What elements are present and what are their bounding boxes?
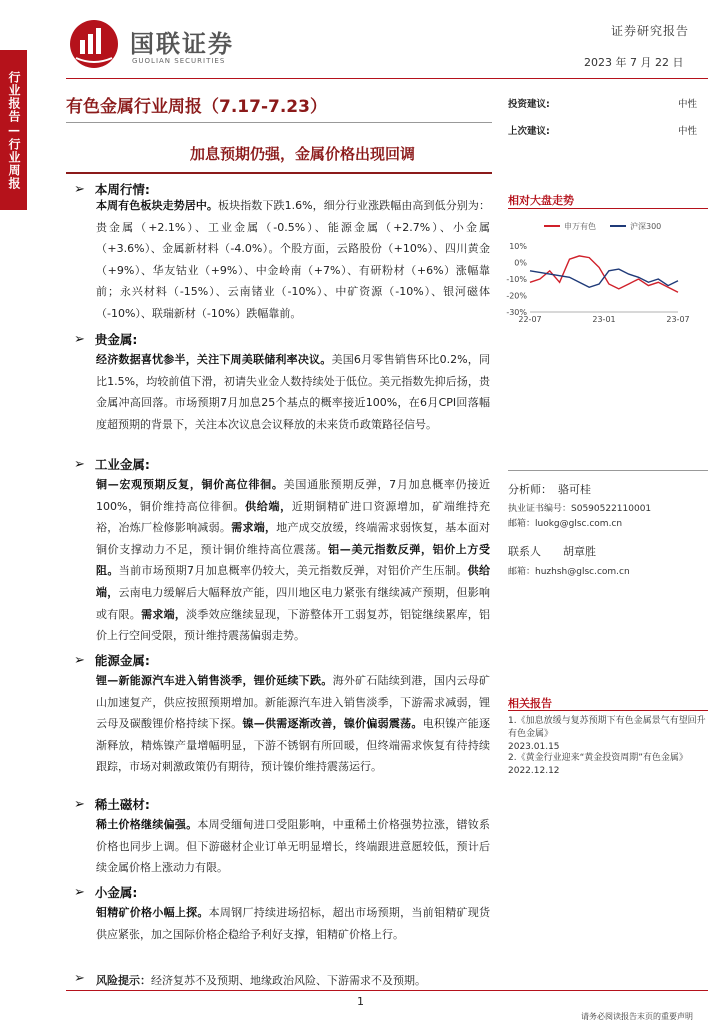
current-rating-value: 中性: [678, 99, 698, 110]
report-category-banner: 行业报告—行业周报: [0, 50, 27, 210]
related-report-1-date: 2023.01.15: [508, 742, 560, 752]
report-subtitle: 加息预期仍强，金属价格出现回调: [190, 145, 416, 163]
section-heading-2: [74, 455, 150, 473]
risk-arrow-icon: ➢: [74, 971, 85, 986]
contact-email[interactable]: 邮箱：huzhsh@glsc.com.cn: [508, 567, 630, 577]
related-report-1-text: 1.《加息放缓与复苏预期下有色金属景气有望回升有色金属》: [508, 716, 706, 739]
section-heading-1: [74, 330, 137, 348]
section-heading-text: 贵金属:: [94, 332, 138, 347]
related-report-2[interactable]: [508, 752, 708, 778]
section-heading-text: 能源金属:: [94, 653, 150, 668]
report-type-label: 证券研究报告: [611, 24, 690, 38]
page-number: 1: [357, 995, 364, 1008]
section-heading-5: [74, 883, 137, 901]
section-arrow-icon: ➢: [74, 652, 85, 668]
section-arrow-icon: ➢: [74, 181, 85, 197]
section-arrow-icon: ➢: [74, 796, 85, 812]
section-paragraph-2: 铜—宏观预期反复，铜价高位徘徊。美国通胀预期反弹，7月加息概率仍接近100%，铜价维持高位徘徊。供给端，近期铜精矿进口资源增加，矿端维持充裕，冶炼厂检修影响减弱。需求端，地产成交放缓，终端需求弱恢复，基本面对铜价支撑动力不足，预计铜价维持高位震荡。铝—美元指数反弹，铝价上方受阻。当前市场预期7月加息概率仍较大，美元指数反弹，对铝价产生压制。供给端，云南电力缓解后大幅释放产能，四川地区电力紧张有继续减产预期，但影响或有限。需求端，淡季效应继续显现，下游整体开工弱复苏，铝锭继续累库，铝价上行空间受限，预计维持震荡偏弱走势。: [96, 478, 491, 643]
analyst-name: 骆可桂: [558, 483, 591, 496]
analyst-line: [508, 481, 591, 497]
header-divider: [66, 78, 708, 79]
x-tick-label: 22-07: [518, 315, 542, 322]
y-tick-label: -30%: [506, 308, 527, 317]
risk-text: 经济复苏不及预期、地缘政治风险、下游需求不及预期。: [151, 974, 426, 987]
section-paragraph-0: 本周有色板块走势居中。板块指数下跌1.6%，细分行业涨跌幅由高到低分别为：贵金属（+2.1%）、工业金属（-0.5%）、能源金属（+2.7%）、小金属（+3.6%）、金属新材料（-4.0%）。个股方面，云路股份（+10%）、四川黄金（+9%）、华友钴业（+9%）、中金岭南（+7%）、有研粉材（+6%）涨幅靠前；永兴材料（-15%）、云南锗业（-10%）、中矿资源（-10%）、银河磁体（-10%）、联瑞新材（-10%）跌幅靠前。: [96, 199, 490, 320]
logo-english-name: GUOLIAN SECURITIES: [132, 57, 226, 65]
section-heading-text: 稀土磁材:: [94, 797, 150, 812]
logo-chinese-name: 国联证券: [130, 29, 234, 58]
analyst-email[interactable]: 邮箱：luokg@glsc.com.cn: [508, 519, 623, 529]
chart-title-divider: [508, 208, 708, 209]
disclaimer-note: 请务必阅读报告末页的重要声明: [581, 1012, 693, 1021]
section-arrow-icon: ➢: [74, 331, 85, 347]
previous-rating-value: 中性: [678, 126, 698, 137]
risk-line: [96, 972, 426, 988]
risk-label: 风险提示：: [96, 974, 151, 987]
y-tick-label: -20%: [506, 291, 527, 301]
footer-divider: [66, 990, 708, 991]
analyst-certificate: 执业证书编号：S0590522110001: [508, 504, 652, 514]
section-arrow-icon: ➢: [74, 456, 85, 472]
y-tick-label: 10%: [509, 242, 527, 251]
contact-name: 胡章胜: [563, 545, 596, 558]
section-paragraph-5: 钼精矿价格小幅上探。本周钢厂持续进场招标，超出市场预期，当前钼精矿现货供应紧张，加之国际价格企稳给予利好支撑，钼精矿价格上行。: [96, 906, 491, 941]
subtitle-divider: [66, 172, 492, 174]
contact-label: 联系人: [508, 545, 541, 558]
section-paragraph-4: 稀土价格继续偏强。本周受缅甸进口受阻影响，中重稀土价格强势拉涨，镨钕系价格也同步上调。但下游磁材企业订单无明显增长，终端跟进意愿较低，预计后续金属价格上涨动力有限。: [96, 818, 491, 875]
x-tick-label: 23-07: [666, 315, 690, 322]
y-tick-label: -10%: [506, 275, 527, 284]
legend-label-1: 沪深300: [630, 222, 662, 231]
report-title: 有色金属行业周报（7.17-7.23）: [66, 97, 327, 117]
related-report-1[interactable]: [508, 715, 708, 754]
title-divider: [66, 122, 492, 123]
section-paragraph-3: 锂—新能源汽车进入销售淡季，锂价延续下跌。海外矿石陆续到港，国内云母矿山加速复产，供应按照预期增加。新能源汽车进入销售淡季，下游需求减弱，锂云母及碳酸锂价格持续下探。镍—供需逐渐改善，镍价偏弱震荡。电积镍产能逐渐释放，精炼镍产量增幅明显，下游不锈钢有所回暖，但终端需求恢复有待持续跟踪，市场对刺激政策仍有期待，预计镍价维持震荡运行。: [96, 674, 491, 774]
related-report-2-date: 2022.12.12: [508, 766, 560, 776]
analyst-label: 分析师：: [508, 483, 552, 496]
section-heading-3: [74, 651, 150, 669]
section-heading-4: [74, 795, 150, 813]
section-heading-text: 工业金属:: [94, 457, 150, 472]
section-arrow-icon: ➢: [74, 884, 85, 900]
analyst-divider: [508, 470, 708, 471]
legend-label-0: 申万有色: [564, 222, 596, 231]
previous-rating-label: 上次建议:: [508, 126, 550, 137]
chart-title: 相对大盘走势: [508, 194, 574, 207]
current-rating-label: 投资建议:: [508, 99, 550, 110]
section-heading-text: 本周行情:: [94, 182, 150, 197]
section-heading-text: 小金属:: [94, 885, 138, 900]
contact-line: [508, 543, 596, 559]
report-date: 2023 年 7 月 22 日: [584, 56, 684, 69]
related-report-2-text: 2.《黄金行业迎来“黄金投资周期”有色金属》: [508, 753, 688, 763]
related-divider: [508, 710, 708, 711]
x-tick-label: 23-01: [592, 315, 616, 322]
series-line-1: [530, 269, 678, 287]
y-tick-label: 0%: [514, 258, 527, 268]
related-reports-title: 相关报告: [508, 697, 552, 710]
relative-performance-chart: [500, 212, 708, 322]
section-paragraph-1: 经济数据喜忧参半，关注下周美联储利率决议。美国6月零售销售环比0.2%，同比1.5%，均较前值下滑，初请失业金人数持续处于低位。美元指数先抑后扬，贵金属冲高回落。市场预期7月加息25个基点的概率接近100%，在6月CPI回落幅度超预期的背景下，关注本次议息会议释放的未来货币政策路径信号。: [96, 353, 490, 431]
